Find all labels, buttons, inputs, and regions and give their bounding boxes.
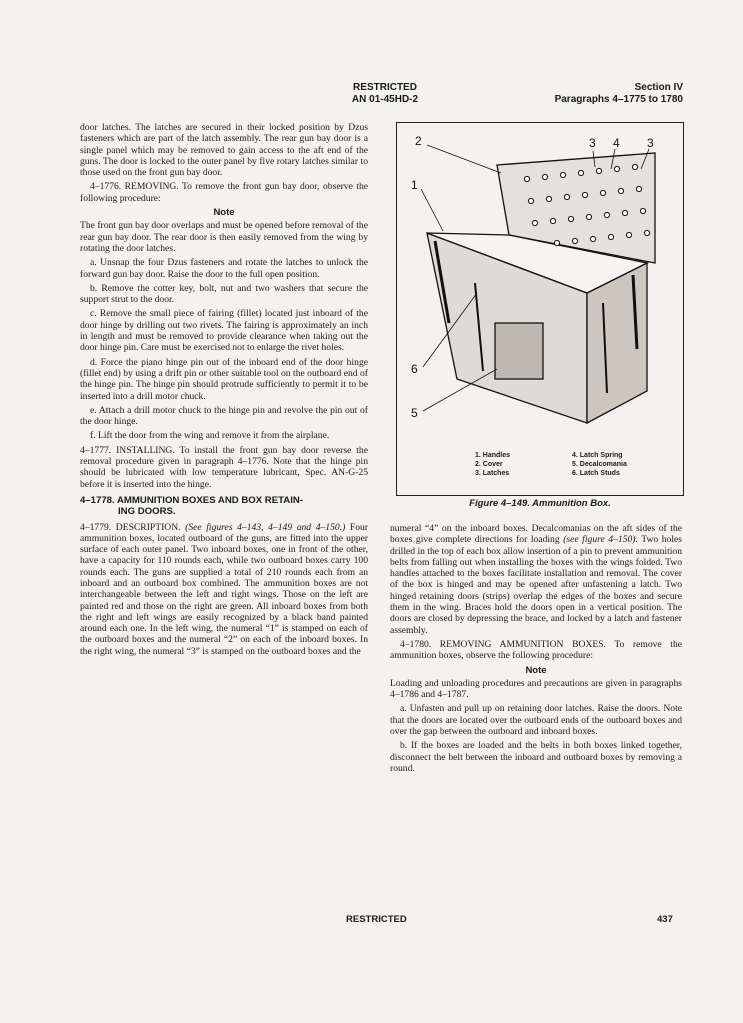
cover-hole — [626, 232, 631, 237]
paragraph-4-1779-figure-reference: (See figures 4–143, 4–149 and 4–150.) — [185, 521, 346, 533]
cover-hole — [622, 210, 627, 215]
cover-hole — [532, 220, 537, 225]
callout-3-right: 3 — [647, 136, 654, 150]
cover-hole — [560, 172, 565, 177]
cover-hole — [636, 186, 641, 191]
continued-paragraph-end: Two holes drilled in the top of each box allow insertion of a pin to prevent ammunition belts from falling out when installing the boxes with the wings folded. Two handles attached to the boxes facilitate installation and removal. The cover of the box is hinged and may be opened after unfastening a latch. Two hinged retaining doors (strips) overlap the edges of the boxes and secure them in the wing. Braces hold the doors open in a vertical position. The doors are closed by depressing the brace, and locked by a latch and fastener assembly. — [390, 534, 683, 636]
continued-paragraph-figure-reference: (see figure 4–150). — [563, 534, 638, 546]
cover-hole — [564, 194, 569, 199]
page-number: 437 — [657, 914, 673, 925]
left-column — [80, 122, 368, 660]
cover-hole — [590, 236, 595, 241]
note-body: Loading and unloading procedures and precautions are given in paragraphs 4–1786 and 4–1787. — [390, 677, 682, 701]
cover-hole — [600, 190, 605, 195]
cover-hole — [582, 192, 587, 197]
step-a: a. Unfasten and pull up on retaining door latches. Raise the doors. Note that the doors are located over the outboard ends of the outboard boxes and over the gap between the outboard and inboard boxes. — [390, 703, 682, 738]
header-paragraphs: Paragraphs 4–1775 to 1780 — [554, 94, 683, 105]
right-column — [390, 523, 682, 777]
cover-hole — [554, 240, 559, 245]
callout-3-left: 3 — [589, 136, 596, 150]
cover-hole — [524, 176, 529, 181]
cover-hole — [572, 238, 577, 243]
cover-hole — [608, 234, 613, 239]
cover-hole — [614, 166, 619, 171]
step-d: d. Force the piano hinge pin out of the inboard end of the door hinge (fillet end) by using a drift pin or other suitable tool on the outboard end of the hinge pin. The hinge pin should protrude sufficiently to permit it to be inserted into a drill motor chuck. — [80, 356, 368, 402]
cover-hole — [586, 214, 591, 219]
note-title: Note — [213, 207, 235, 219]
page-header-center — [330, 82, 440, 106]
callout-6: 6 — [411, 362, 418, 376]
cover-hole — [546, 196, 551, 201]
paragraph-4-1779-body: Four ammunition boxes, located outboard of the guns, are fitted into the upper surface of each outer panel. Two inboard boxes, one in front of the other, have a capacity for 110 rounds each, while two outboard boxes carry 100 rounds each. The guns are supplied a total of 210 rounds each from an inboard and an outboard box combined. The ammunition boxes are not interchangeable between the left and right wings. Those on the left are painted red and those on the right are green. All inboard boxes from both the right and left wings are easily recognized by a black band painted around each one. In the left wing, the numeral “1” is stamped on each of the outboard boxes and the numeral “2” on each of the inboard boxes. In the right wing, the numeral “3” is stamped on the outboard boxes and the — [80, 521, 369, 657]
decalcomania-panel — [495, 323, 543, 379]
legend-item: 6. Latch Studs — [572, 470, 620, 477]
callout-2: 2 — [415, 134, 422, 148]
legend-item: 4. Latch Spring — [572, 452, 623, 459]
note-body: The front gun bay door overlaps and must be opened before removal of the rear gun bay door. The rear door is then easily removed from the wing by rotating the door latches. — [80, 220, 368, 254]
legend-item: 1. Handles — [475, 452, 511, 459]
cover-hole — [578, 170, 583, 175]
header-document-number: AN 01-45HD-2 — [351, 94, 419, 105]
heading-4-1778 — [80, 495, 368, 518]
paragraph-4-1780: 4–1780. REMOVING AMMUNITION BOXES. To remove the ammunition boxes, observe the following procedure: — [390, 638, 682, 662]
cover-hole — [640, 208, 645, 213]
cover-hole — [596, 168, 601, 173]
callout-5: 5 — [411, 406, 418, 420]
legend-item: 2. Cover — [475, 461, 503, 468]
figure-legend-right — [572, 451, 627, 478]
cover-hole — [604, 212, 609, 217]
cover-hole — [550, 218, 555, 223]
intro-paragraph: door latches. The latches are secured in their locked position by Dzus fasteners which are part of the latch assembly. The rear gun bay door is a single panel which may be removed to gain access to the aft end of the guns. The door is locked to the outer panel by five rotary latches similar to those used on the front gun bay door. — [80, 122, 368, 179]
header-section: Section IV — [634, 82, 683, 93]
continued-paragraph-start: numeral “4” on the inboard boxes. Decalcomanias on the aft sides of the boxes give complete directions for loading — [390, 523, 682, 546]
heading-4-1778-line1: 4–1778. AMMUNITION BOXES AND BOX RETAIN- — [80, 494, 303, 506]
cover-hole — [542, 174, 547, 179]
legend-item: 5. Decalcomania — [572, 461, 627, 468]
legend-item: 3. Latches — [475, 470, 510, 477]
paragraph-4-1776: 4–1776. REMOVING. To remove the front gun bay door, observe the following procedure: — [80, 181, 368, 204]
figure-caption: Figure 4–149. Ammunition Box. — [469, 498, 611, 509]
cover-hole — [618, 188, 623, 193]
heading-4-1778-line2: ING DOORS. — [118, 506, 176, 518]
step-b: b. If the boxes are loaded and the belts in both boxes linked together, disconnect the belt between the inboard and outboard boxes by removing a round. — [390, 740, 682, 774]
cover-hole — [632, 164, 637, 169]
paragraph-4-1777: 4–1777. INSTALLING. To install the front gun bay door reverse the removal procedure given in paragraph 4–1776. Note that the hinge pin should be lubricated with low temperature lubricant, Spec. AN-G-25 before it is inserted into the hinge. — [80, 444, 368, 490]
paragraph-4-1779 — [80, 522, 368, 658]
leader-line-1 — [421, 189, 443, 231]
step-a: a. Unsnap the four Dzus fasteners and rotate the latches to unlock the forward gun bay door. Raise the door to the full open position. — [80, 257, 368, 280]
step-f: f. Lift the door from the wing and remove it from the airplane. — [90, 430, 330, 442]
step-e: e. Attach a drill motor chuck to the hinge pin and revolve the pin out of the door hinge. — [80, 404, 368, 428]
page-header-right — [483, 82, 683, 106]
cover-hole — [568, 216, 573, 221]
leader-line-2 — [427, 145, 501, 173]
cover-hole — [644, 230, 649, 235]
footer-classification: RESTRICTED — [346, 914, 407, 925]
paragraph-4-1779-lead: 4–1779. DESCRIPTION. — [80, 521, 181, 533]
cover-hole — [528, 198, 533, 203]
ammunition-box-illustration — [397, 123, 683, 495]
note-title: Note — [525, 664, 547, 676]
callout-1: 1 — [411, 178, 418, 192]
figure-legend-left — [475, 451, 510, 478]
header-classification: RESTRICTED — [353, 82, 417, 93]
step-b: b. Remove the cotter key, bolt, nut and two washers that secure the support strut to the door. — [80, 282, 368, 306]
figure-ammunition-box — [396, 122, 684, 496]
callout-4: 4 — [613, 136, 620, 150]
step-c: c. Remove the small piece of fairing (fillet) located just inboard of the door hinge by drilling out two rivets. The fairing is approximately an inch in length and must be removed to provide clearance when taking out the door hinge pin. Care must be exercised not to enlarge the rivet holes. — [80, 308, 368, 354]
continued-paragraph — [390, 523, 682, 636]
